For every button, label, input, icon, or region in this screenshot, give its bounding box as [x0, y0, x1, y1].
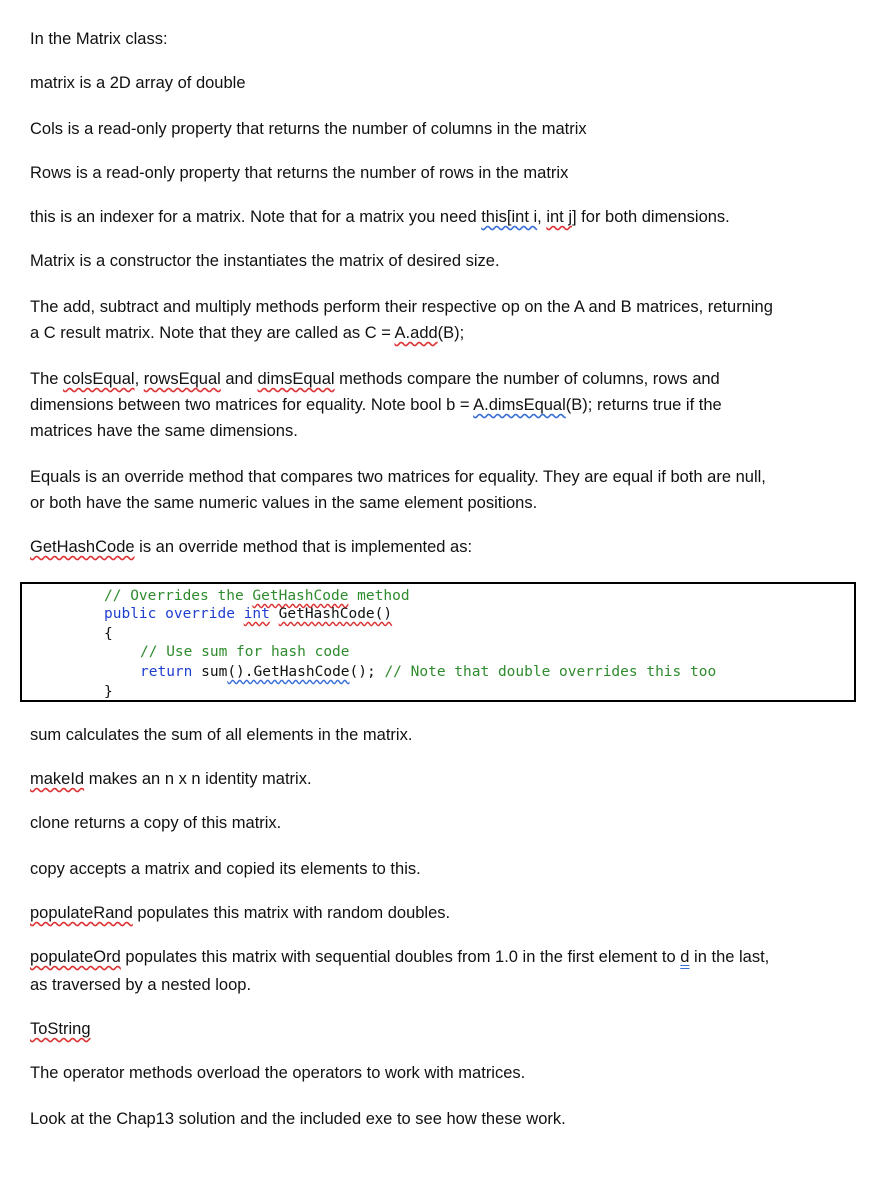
- clone-description: clone returns a copy of this matrix.: [30, 814, 282, 832]
- code-line-6: }: [104, 684, 113, 700]
- code-keywords: public override: [104, 606, 244, 622]
- equal-line2-code: A.dimsEqual: [473, 396, 566, 414]
- code-line-5: [140, 662, 716, 682]
- equal-comma: ,: [134, 370, 144, 388]
- indexer-sep: ,: [537, 208, 547, 226]
- cols-description: Cols is a read-only property that returns the number of columns in the matrix: [30, 120, 587, 138]
- colsequal-name: colsEqual: [63, 370, 135, 388]
- equal-description-line3: matrices have the same dimensions.: [30, 422, 298, 440]
- tostring-description: [30, 1016, 91, 1042]
- populateord-name: populateOrd: [30, 948, 121, 966]
- populateord-rest: populates this matrix with sequential doubles from 1.0 in the first element to: [120, 948, 681, 966]
- populateord-description-line2: as traversed by a nested loop.: [30, 976, 252, 994]
- makeid-rest: makes an n x n identity matrix.: [84, 770, 312, 788]
- equals-description-line1: Equals is an override method that compares two matrices for equality. They are equal if both are null,: [30, 468, 766, 486]
- hashcode-name: GetHashCode: [30, 538, 135, 556]
- chap13-note: Look at the Chap13 solution and the included exe to see how these work.: [30, 1110, 566, 1128]
- makeid-description: [30, 766, 312, 792]
- code-line-3: {: [104, 626, 113, 642]
- code-gethashcode-call: ().GetHashCode: [227, 664, 350, 680]
- indexer-after: ] for both dimensions.: [572, 208, 730, 226]
- code-return: return: [140, 664, 193, 680]
- equal-line2-after: (B); returns true if the: [565, 396, 722, 414]
- code-sum: sum: [192, 664, 228, 680]
- indexer-code-1: this[int i: [481, 208, 538, 226]
- code-line-2: [104, 604, 392, 624]
- equal-rest: methods compare the number of columns, rows and: [334, 370, 720, 388]
- constructor-description: Matrix is a constructor the instantiates the matrix of desired size.: [30, 252, 500, 270]
- ops-description-line2: [30, 320, 464, 346]
- sum-description: sum calculates the sum of all elements in the matrix.: [30, 726, 413, 744]
- hashcode-description: [30, 534, 472, 560]
- code-comment-name: GetHashCode: [252, 588, 349, 604]
- indexer-code-2: int j: [546, 208, 573, 226]
- tostring-name: ToString: [30, 1020, 91, 1038]
- makeid-name: makeId: [30, 770, 85, 788]
- code-int: int: [243, 606, 270, 622]
- code-comment: // Overrides the: [104, 588, 253, 604]
- code-block: [20, 582, 856, 702]
- code-call-end: ();: [349, 664, 385, 680]
- dimsequal-name: dimsEqual: [257, 370, 335, 388]
- populaterand-name: populateRand: [30, 904, 133, 922]
- copy-description: copy accepts a matrix and copied its elements to this.: [30, 860, 421, 878]
- ops-code: A.add: [394, 324, 438, 342]
- ops-after: (B);: [437, 324, 465, 342]
- equal-description-line1: [30, 366, 720, 392]
- rows-description: Rows is a read-only property that returns the number of rows in the matrix: [30, 164, 569, 182]
- equal-and: and: [220, 370, 258, 388]
- code-space: [270, 606, 279, 622]
- populateord-description-line1: [30, 944, 769, 970]
- equals-description-line2: or both have the same numeric values in the same element positions.: [30, 494, 538, 512]
- populateord-d: d: [680, 948, 690, 966]
- matrix-description: matrix is a 2D array of double: [30, 74, 246, 92]
- equal-description-line2: [30, 392, 722, 418]
- code-method-name: GetHashCode(): [278, 606, 393, 622]
- equal-the: The: [30, 370, 64, 388]
- code-comment-2: // Use sum for hash code: [140, 644, 350, 660]
- rowsequal-name: rowsEqual: [143, 370, 221, 388]
- code-line-4: [140, 642, 350, 662]
- indexer-description: [30, 204, 730, 230]
- populaterand-description: [30, 900, 450, 926]
- code-comment-3: // Note that double overrides this too: [384, 664, 717, 680]
- operator-description: The operator methods overload the operators to work with matrices.: [30, 1064, 526, 1082]
- ops-text: a C result matrix. Note that they are called as C =: [30, 324, 395, 342]
- heading: In the Matrix class:: [30, 30, 168, 48]
- equal-line2-text: dimensions between two matrices for equality. Note bool b =: [30, 396, 474, 414]
- code-line-1: [104, 586, 410, 606]
- code-comment-end: method: [348, 588, 410, 604]
- hashcode-rest: is an override method that is implemented as:: [134, 538, 473, 556]
- populaterand-rest: populates this matrix with random doubles.: [132, 904, 451, 922]
- populateord-rest2: in the last,: [689, 948, 770, 966]
- indexer-text: this is an indexer for a matrix. Note that for a matrix you need: [30, 208, 482, 226]
- ops-description-line1: The add, subtract and multiply methods perform their respective op on the A and B matrices, returning: [30, 298, 773, 316]
